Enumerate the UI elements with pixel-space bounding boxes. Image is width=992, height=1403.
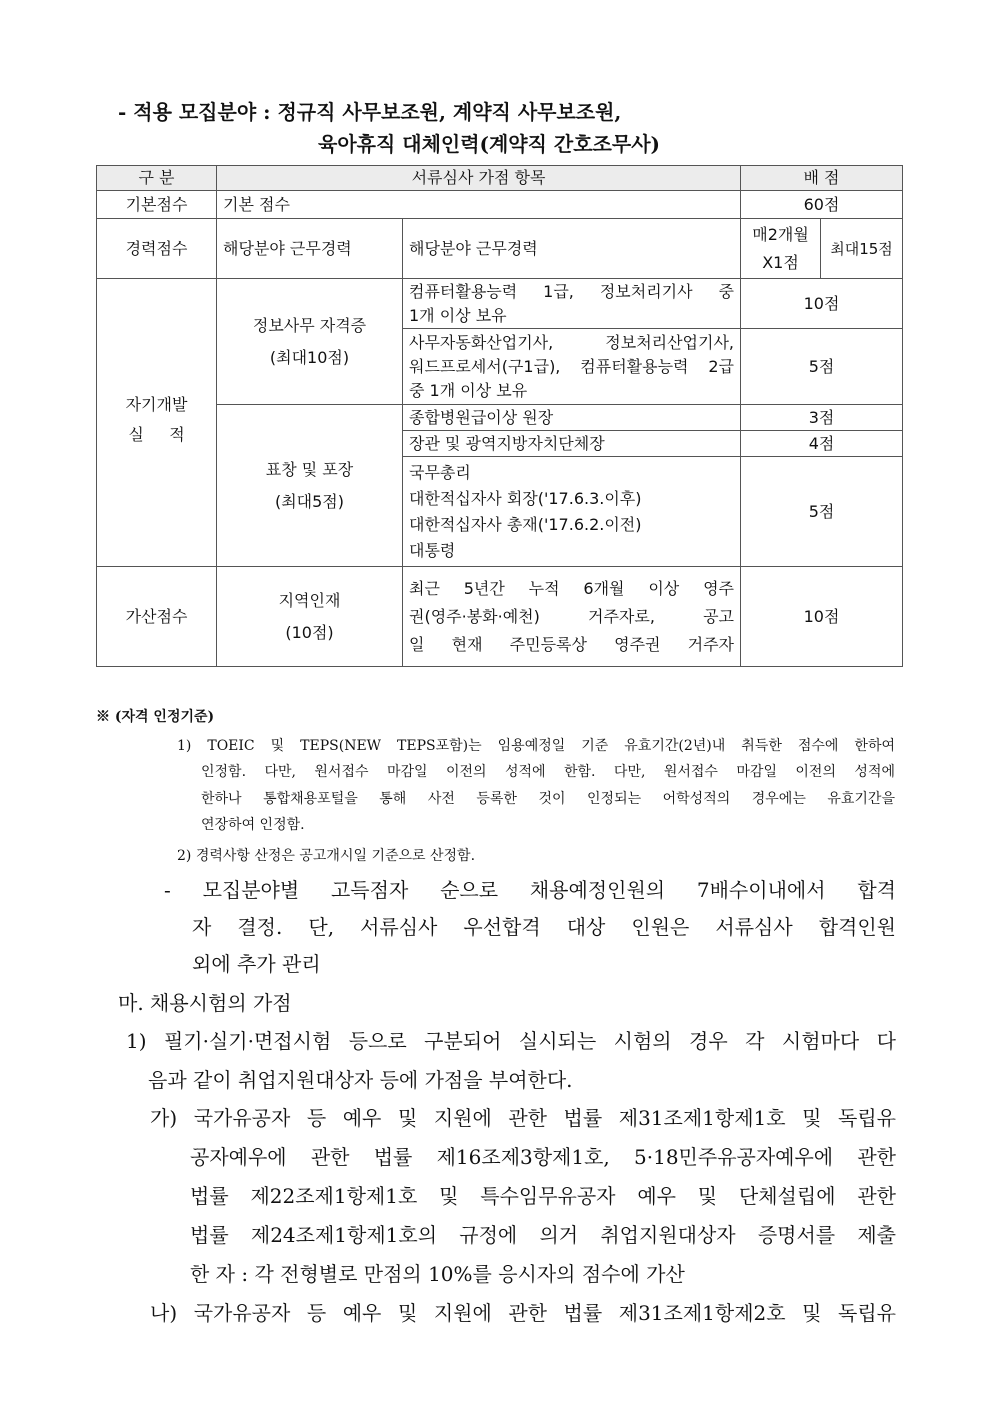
item-ga-line-2: 공자예우에 관한 법률 제16조제3항제1호, 5·18민주유공자예우에 관한	[190, 1145, 896, 1169]
notes-title: ※ (자격 인정기준)	[96, 709, 215, 725]
award-item-3-line-4: 대통령	[409, 540, 456, 560]
award-label	[217, 405, 403, 567]
table-row-bonus	[97, 567, 903, 667]
selfdev-category-line-1: 자기개발	[125, 394, 188, 414]
cert-item-2	[403, 329, 741, 405]
para-1-line-2: 자 결정. 단, 서류심사 우선합격 대상 인원은 서류심사 합격인원	[192, 915, 896, 939]
header-points: 배 점	[741, 166, 903, 191]
heading-line-1: - 적용 모집분야 : 정규직 사무보조원, 계약직 사무보조원,	[118, 100, 622, 124]
cert-item-2-line-3: 중 1개 이상 보유	[409, 380, 528, 400]
bonus-item-line-1: 최근 5년간 누적 6개월 이상 영주	[409, 578, 735, 598]
selfdev-category-line-2: 실 적	[128, 424, 185, 444]
award-item-3	[403, 457, 741, 567]
table-row-basic	[97, 191, 903, 219]
para-1-line-1: - 모집분야별 고득점자 순으로 채용예정인원의 7배수이내에서 합격	[164, 878, 896, 902]
award-item-3-line-2: 대한적십자사 회장('17.6.3.이후)	[409, 488, 642, 508]
cert-label-line-2: (최대10점)	[269, 347, 350, 367]
career-item: 해당분야 근무경력	[403, 219, 741, 279]
basic-points: 60점	[741, 191, 903, 219]
bonus-item-line-2: 권(영주·봉화·예천) 거주자로, 공고	[409, 606, 735, 626]
item-ga-line-1: 가) 국가유공자 등 예우 및 지원에 관한 법률 제31조제1항제1호 및 독립유	[150, 1106, 896, 1130]
award-item-2: 장관 및 광역지방자치단체장	[403, 431, 741, 457]
score-table	[96, 165, 903, 667]
bonus-points: 10점	[741, 567, 903, 667]
note-1-line-3: 한하나 통합채용포털을 통해 사전 등록한 것이 인정되는 어학성적의 경우에는 유효기간을	[201, 791, 895, 807]
award-label-line-1: 표창 및 포장	[265, 459, 354, 479]
item-ga-line-3: 법률 제22조제1항제1호 및 특수임무유공자 예우 및 단체설립에 관한	[190, 1184, 896, 1208]
table-row-award-1	[97, 405, 903, 431]
cert-label-line-1: 정보사무 자격증	[252, 315, 367, 335]
basic-item: 기본 점수	[217, 191, 741, 219]
note-1-line-2: 인정함. 다만, 원서접수 마감일 이전의 성적에 한함. 다만, 원서접수 마감일 이전의 성적에	[201, 764, 895, 780]
sub-1-line-1: 1) 필기·실기·면접시험 등으로 구분되어 실시되는 시험의 경우 각 시험마다 다	[126, 1029, 896, 1053]
career-sub: 해당분야 근무경력	[217, 219, 403, 279]
section-title: 마. 채용시험의 가점	[118, 991, 292, 1015]
bonus-sub	[217, 567, 403, 667]
item-ga-line-5: 한 자 : 각 전형별로 만점의 10%를 응시자의 점수에 가산	[190, 1262, 685, 1286]
award-item-3-line-3: 대한적십자사 총재('17.6.2.이전)	[409, 514, 642, 534]
career-category: 경력점수	[97, 219, 217, 279]
cert-item-1-line-1: 컴퓨터활용능력 1급, 정보처리기사 중	[409, 281, 735, 301]
sub-1-line-2: 음과 같이 취업지원대상자 등에 가점을 부여한다.	[148, 1068, 573, 1092]
award-item-1: 종합병원급이상 원장	[403, 405, 741, 431]
career-rate-line-2: X1점	[762, 252, 799, 272]
table-header-row	[97, 166, 903, 191]
table-row-cert-1	[97, 279, 903, 329]
cert-item-1-points: 10점	[741, 279, 903, 329]
header-items: 서류심사 가점 항목	[217, 166, 741, 191]
bonus-category: 가산점수	[97, 567, 217, 667]
bonus-sub-line-2: (10점)	[285, 622, 334, 642]
award-label-line-2: (최대5점)	[274, 491, 345, 511]
cert-label	[217, 279, 403, 405]
bonus-item	[403, 567, 741, 667]
award-item-1-points: 3점	[741, 405, 903, 431]
career-max: 최대15점	[821, 219, 903, 279]
item-ga-line-4: 법률 제24조제1항제1호의 규정에 의거 취업지원대상자 증명서를 제출	[190, 1223, 896, 1247]
cert-item-2-line-2: 워드프로세서(구1급), 컴퓨터활용능력 2급	[409, 356, 735, 376]
cert-item-2-line-1: 사무자동화산업기사, 정보처리산업기사,	[409, 332, 735, 352]
selfdev-category	[97, 279, 217, 567]
note-1-line-1: 1) TOEIC 및 TEPS(NEW TEPS포함)는 임용예정일 기준 유효기간(2년)내 취득한 점수에 한하여	[177, 738, 895, 754]
cert-item-1-line-2: 1개 이상 보유	[409, 305, 507, 325]
cert-item-1	[403, 279, 741, 329]
note-2: 2) 경력사항 산정은 공고개시일 기준으로 산정함.	[177, 848, 476, 864]
award-item-2-points: 4점	[741, 431, 903, 457]
header-category: 구 분	[97, 166, 217, 191]
cert-item-2-points: 5점	[741, 329, 903, 405]
career-rate	[741, 219, 821, 279]
heading-line-2: 육아휴직 대체인력(계약직 간호조무사)	[318, 132, 660, 156]
career-rate-line-1: 매2개월	[752, 224, 809, 244]
award-item-3-line-1: 국무총리	[409, 462, 471, 482]
item-na-line-1: 나) 국가유공자 등 예우 및 지원에 관한 법률 제31조제1항제2호 및 독립유	[150, 1301, 896, 1325]
basic-category: 기본점수	[97, 191, 217, 219]
bonus-sub-line-1: 지역인재	[278, 590, 341, 610]
para-1-line-3: 외에 추가 관리	[192, 952, 321, 976]
award-item-3-points: 5점	[741, 457, 903, 567]
note-1-line-4: 연장하여 인정함.	[201, 817, 305, 833]
bonus-item-line-3: 일 현재 주민등록상 영주권 거주자	[409, 634, 735, 654]
table-row-career	[97, 219, 903, 279]
